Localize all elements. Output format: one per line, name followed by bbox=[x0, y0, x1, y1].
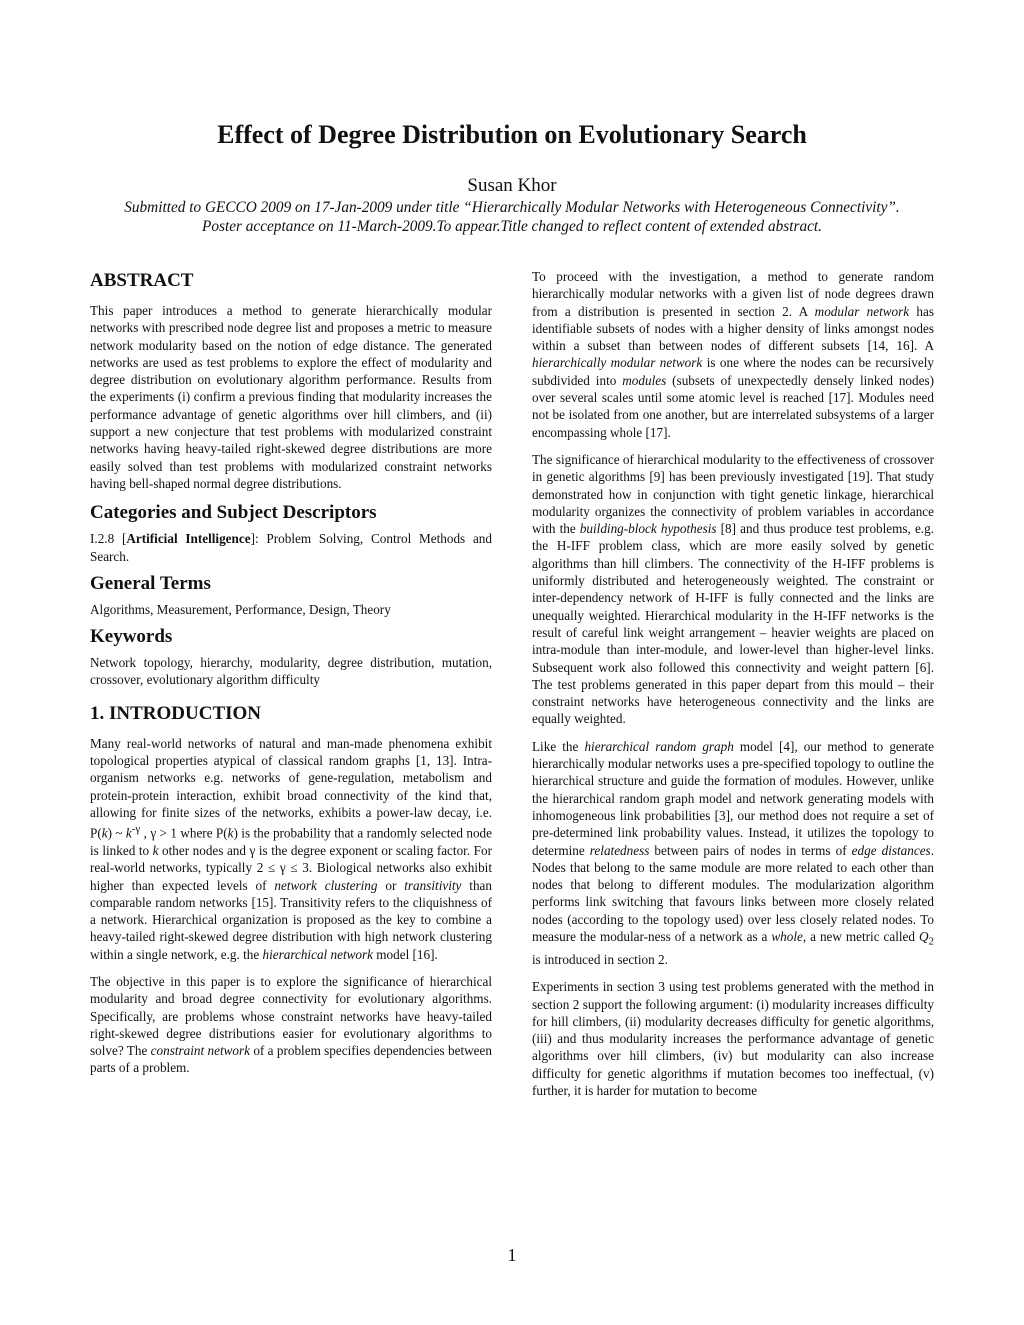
left-column bbox=[90, 266, 492, 1087]
general-terms-text: Algorithms, Measurement, Performance, Design, Theory bbox=[90, 601, 391, 617]
general-terms-heading: General Terms bbox=[90, 572, 211, 594]
right-paragraph-2: The significance of hierarchical modularity to the effectiveness of crossover in genetic algorithms [9] has been previously investigated [19]. That study demonstrated how in conjunction with tight genetic linkage, hierarchical modularity organizes the connectivity of problem variables in accordance with the building-block hypothesis [8] and thus produce test problems, e.g. the H-IFF problem class, which are more easily solved by genetic algorithms than hill climbers. The connectivity of the H-IFF problems is uniformly distributed and heterogeneously weighted. The constraint or inter-dependency network of H-IFF is fully connected and the links are unequally weighted. Hierarchical modularity in the H-IFF networks is the result of careful link weight arrangement – heavier weights are placed on intra-module than inter-module, and lower-level than higher-level links. Subsequent work also followed this connectivity and weight pattern [6]. The test problems generated in this paper depart from this mould – their constraint networks have heterogeneous connectivity and the links are equally weighted. bbox=[532, 451, 934, 727]
paper-title: Effect of Degree Distribution on Evolutionary Search bbox=[217, 120, 807, 149]
right-paragraph-3: Like the hierarchical random graph model [4], our method to generate hierarchically modular networks uses a pre-specified topology to outline the hierarchical structure and guide the formation of modules. However, unlike the hierarchical random graph model and network generating models with inhomogeneous link probabilities [3], our method does not require a set of pre-determined link probability values. Instead, it utilizes the topology to determine relatedness between pairs of nodes in terms of edge distances. Nodes that belong to the same module are more related to each other than nodes that belong to different modules. The modularization algorithm performs link switching that favours links between more closely related nodes (according to the topology used) over less closely related nodes. To measure the modular-ness of a network as a whole, a new metric called $Q_2$ is introduced in section 2. bbox=[532, 738, 934, 967]
introduction-heading: 1. INTRODUCTION bbox=[90, 702, 262, 724]
intro-paragraph-1: Many real-world networks of natural and man-made phenomena exhibit topological properties atypical of classical random graphs [1, 13]. Intra-organism networks e.g. networks of gene-regulation, metabolism and protein-protein interaction, exhibit broad connectivity of the kind that, allowing for finite sizes of the networks, exhibits a power-law decay, i.e. P(k) ~ $k^{-\gamma}$ , γ > 1 where P(k) is the probability that a randomly selected node is linked to k other nodes and γ is the degree exponent or scaling factor. For real-world networks, typically 2 ≤ γ ≤ 3. Biological networks also exhibit higher than expected levels of network clustering or transitivity than comparable random networks [15]. Transitivity refers to the cliquishness of a network. Hierarchical organization is proposed as the key to combine a heavy-tailed right-skewed degree distribution with high network clustering within a single network, e.g. the hierarchical network model [16]. bbox=[90, 735, 492, 962]
categories-text: I.2.8 [Artificial Intelligence]: Problem Solving, Control Methods and Search. bbox=[90, 531, 492, 564]
right-column bbox=[532, 268, 934, 1109]
abstract-heading: ABSTRACT bbox=[90, 270, 194, 291]
categories-heading: Categories and Subject Descriptors bbox=[90, 502, 377, 524]
author-name: Susan Khor bbox=[467, 175, 557, 196]
submission-note: Submitted to GECCO 2009 on 17-Jan-2009 under title “Hierarchically Modular Networks with Heterogeneous Connectivity”. Poster acceptance on 11-March-2009.To appear.Title changed to reflect content of extended abstract. bbox=[124, 199, 900, 235]
keywords-heading: Keywords bbox=[90, 626, 173, 648]
right-paragraph-1: To proceed with the investigation, a method to generate random hierarchically modular networks with a given list of node degrees drawn from a distribution is presented in section 2. A modular network has identifiable subsets of nodes with a higher density of links amongst nodes within a subset than between nodes of different subsets [14, 16]. A hierarchically modular network is one where the nodes can be recursively subdivided into modules (subsets of unexpectedly densely linked nodes) over several scales until some atomic level is reached [17]. Modules need not be isolated from one another, but are interrelated subsystems of a larger encompassing whole [17]. bbox=[532, 269, 934, 440]
abstract-text: This paper introduces a method to generate hierarchically modular networks with prescribed node degree list and proposes a metric to measure network modularity based on the notion of edge distance. The generated networks are used as test problems to explore the effect of modularity and degree distribution on evolutionary algorithm performance. Results from the experiments (i) confirm a previous finding that modularity increases the performance advantage of genetic algorithms over hill climbers, and (ii) support a new conjecture that test problems with modularized constraint networks having heavy-tailed right-skewed degree distributions are more easily solved than test problems with modularized constraint networks having bell-shaped normal degree distributions. bbox=[90, 303, 492, 491]
page-number: 1 bbox=[507, 1245, 517, 1265]
intro-paragraph-2: The objective in this paper is to explore the significance of hierarchical modularity and broad degree connectivity for evolutionary algorithms. Specifically, are problems whose constraint networks have heavy-tailed right-skewed degree distributions easier for evolutionary algorithms to solve? The constraint network of a problem specifies dependencies between parts of a problem. bbox=[90, 974, 492, 1076]
keywords-text: Network topology, hierarchy, modularity, degree distribution, mutation, crossover, evolutionary algorithm difficulty bbox=[90, 655, 492, 688]
right-paragraph-4: Experiments in section 3 using test problems generated with the method in section 2 support the following argument: (i) modularity increases difficulty for hill climbers, (ii) modularity decreases difficulty for genetic algorithms, (iii) and thus modularity increases the performance advantage of genetic algorithms over hill climbers, (iv) but modularity can also increase difficulty for genetic algorithms if mutation becomes too ineffectual, (v) further, it is harder for mutation to become bbox=[532, 979, 934, 1098]
